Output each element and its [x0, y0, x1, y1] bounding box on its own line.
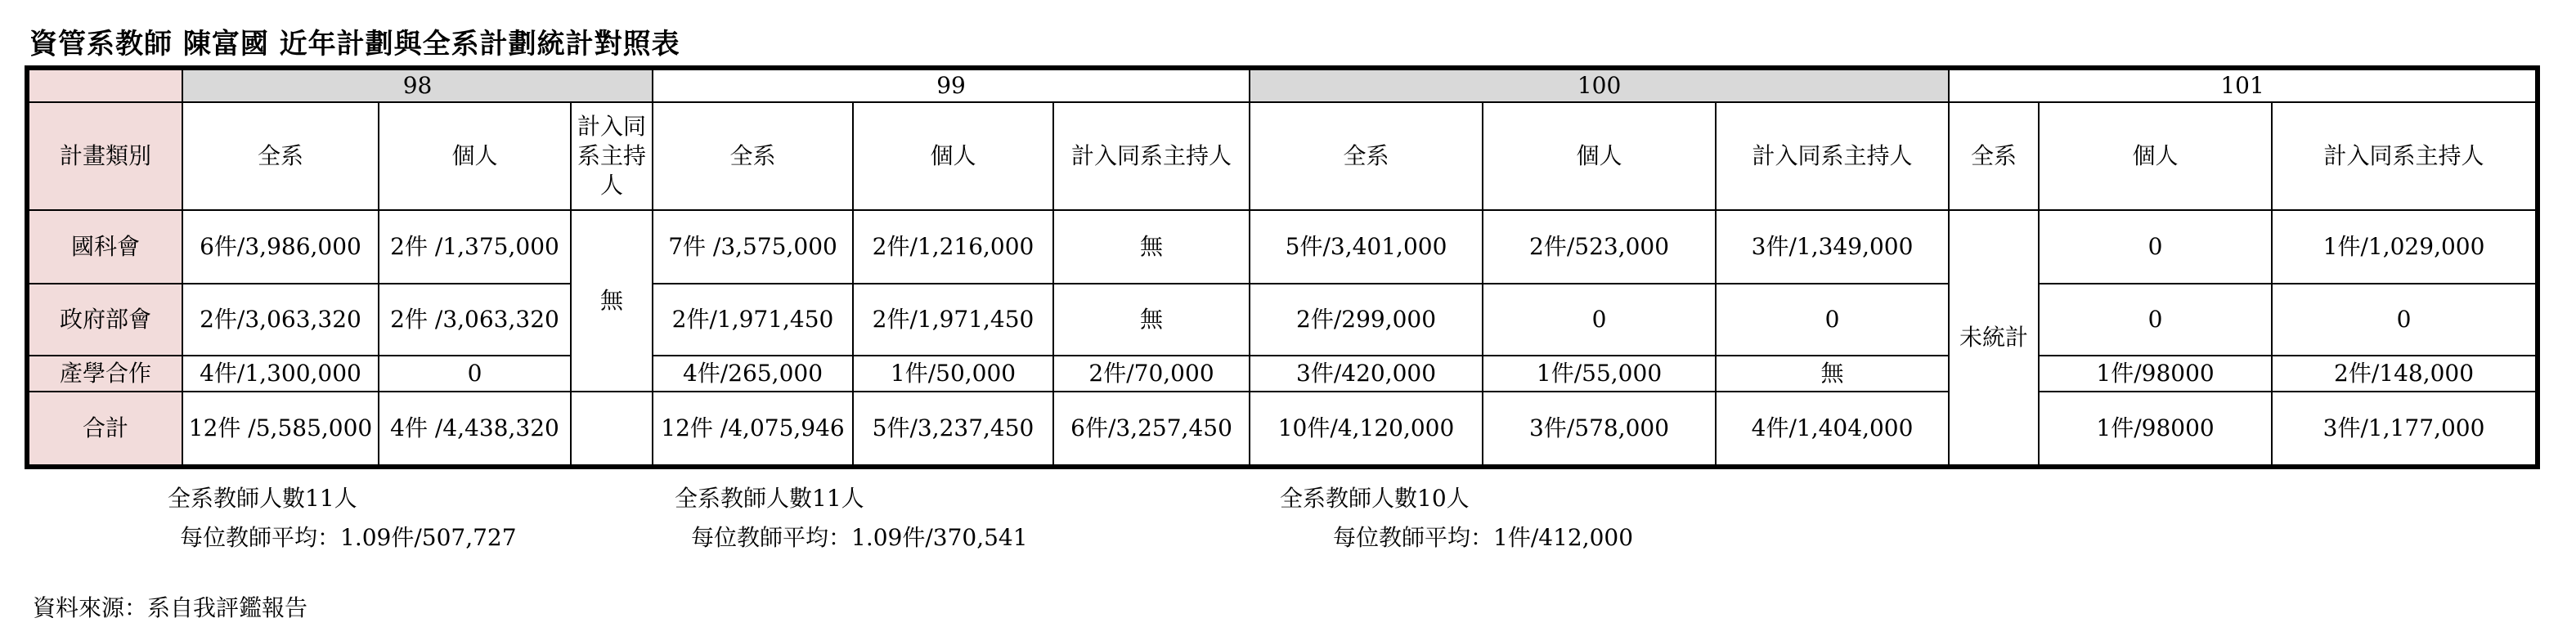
category-industry: 產學合作 [27, 356, 182, 392]
cell-98-dept: 12件 /5,585,000 [182, 392, 379, 467]
cell-98-dept: 4件/1,300,000 [182, 356, 379, 392]
category-total: 合計 [27, 392, 182, 467]
header-100-personal: 個人 [1483, 102, 1716, 210]
category-gov: 政府部會 [27, 284, 182, 356]
cell-100-personal: 2件/523,000 [1483, 210, 1716, 284]
cell-101-dept-merged: 未統計 [1949, 210, 2039, 467]
header-101-host: 計入同系主持人 [2272, 102, 2538, 210]
note-98-average: 每位教師平均：1.09件/507,727 [180, 524, 517, 551]
table-row-total [27, 392, 2538, 467]
cell-101-host: 3件/1,177,000 [2272, 392, 2538, 467]
year-header-row [27, 68, 2538, 102]
cell-100-personal: 0 [1483, 284, 1716, 356]
header-101-dept: 全系 [1949, 102, 2039, 210]
cell-100-dept: 3件/420,000 [1250, 356, 1483, 392]
cell-100-personal: 1件/55,000 [1483, 356, 1716, 392]
cell-101-personal: 0 [2039, 210, 2272, 284]
cell-99-host: 6件/3,257,450 [1053, 392, 1250, 467]
header-98-personal: 個人 [379, 102, 571, 210]
cell-98-personal: 0 [379, 356, 571, 392]
cell-99-personal: 1件/50,000 [853, 356, 1053, 392]
cell-99-host: 無 [1053, 210, 1250, 284]
cell-99-personal: 2件/1,971,450 [853, 284, 1053, 356]
note-100-average: 每位教師平均：1件/412,000 [1333, 524, 1634, 551]
source-note: 資料來源：系自我評鑑報告 [33, 594, 308, 621]
cell-100-dept: 10件/4,120,000 [1250, 392, 1483, 467]
cell-98-dept: 6件/3,986,000 [182, 210, 379, 284]
note-99-teacher-count: 全系教師人數11人 [675, 485, 864, 512]
cell-99-host: 2件/70,000 [1053, 356, 1250, 392]
note-100-teacher-count: 全系教師人數10人 [1280, 485, 1470, 512]
note-98-teacher-count: 全系教師人數11人 [168, 485, 357, 512]
cell-99-dept: 4件/265,000 [653, 356, 853, 392]
cell-101-personal: 1件/98000 [2039, 392, 2272, 467]
cell-99-dept: 12件 /4,075,946 [653, 392, 853, 467]
page-title: 資管系教師 陳富國 近年計劃與全系計劃統計對照表 [29, 28, 680, 60]
cell-101-host: 1件/1,029,000 [2272, 210, 2538, 284]
header-101-personal: 個人 [2039, 102, 2272, 210]
cell-101-personal: 0 [2039, 284, 2272, 356]
cell-100-host: 無 [1716, 356, 1949, 392]
cell-101-host: 2件/148,000 [2272, 356, 2538, 392]
table-row [27, 356, 2538, 392]
header-99-dept: 全系 [653, 102, 853, 210]
cell-100-personal: 3件/578,000 [1483, 392, 1716, 467]
header-100-host: 計入同系主持人 [1716, 102, 1949, 210]
header-99-personal: 個人 [853, 102, 1053, 210]
cell-100-host: 4件/1,404,000 [1716, 392, 1949, 467]
cell-100-host: 0 [1716, 284, 1949, 356]
corner-cell [27, 68, 182, 102]
header-99-host: 計入同系主持人 [1053, 102, 1250, 210]
cell-98-personal: 2件 /3,063,320 [379, 284, 571, 356]
year-header-98: 98 [182, 68, 653, 102]
cell-99-dept: 7件 /3,575,000 [653, 210, 853, 284]
cell-99-personal: 5件/3,237,450 [853, 392, 1053, 467]
table-row [27, 284, 2538, 356]
statistics-table [25, 65, 2540, 469]
year-header-100: 100 [1250, 68, 1949, 102]
year-header-99: 99 [653, 68, 1250, 102]
category-nsc: 國科會 [27, 210, 182, 284]
header-100-dept: 全系 [1250, 102, 1483, 210]
header-98-host: 計入同系主持人 [571, 102, 653, 210]
note-99-average: 每位教師平均：1.09件/370,541 [691, 524, 1028, 551]
cell-100-dept: 2件/299,000 [1250, 284, 1483, 356]
header-category: 計畫類別 [27, 102, 182, 210]
cell-99-personal: 2件/1,216,000 [853, 210, 1053, 284]
cell-100-dept: 5件/3,401,000 [1250, 210, 1483, 284]
year-header-101: 101 [1949, 68, 2538, 102]
cell-98-host-merged: 無 [571, 210, 653, 392]
column-header-row [27, 102, 2538, 210]
cell-101-personal: 1件/98000 [2039, 356, 2272, 392]
cell-99-host: 無 [1053, 284, 1250, 356]
cell-98-personal: 4件 /4,438,320 [379, 392, 571, 467]
cell-98-host [571, 392, 653, 467]
cell-100-host: 3件/1,349,000 [1716, 210, 1949, 284]
cell-98-dept: 2件/3,063,320 [182, 284, 379, 356]
cell-101-host: 0 [2272, 284, 2538, 356]
cell-99-dept: 2件/1,971,450 [653, 284, 853, 356]
header-98-dept: 全系 [182, 102, 379, 210]
table-row [27, 210, 2538, 284]
cell-98-personal: 2件 /1,375,000 [379, 210, 571, 284]
